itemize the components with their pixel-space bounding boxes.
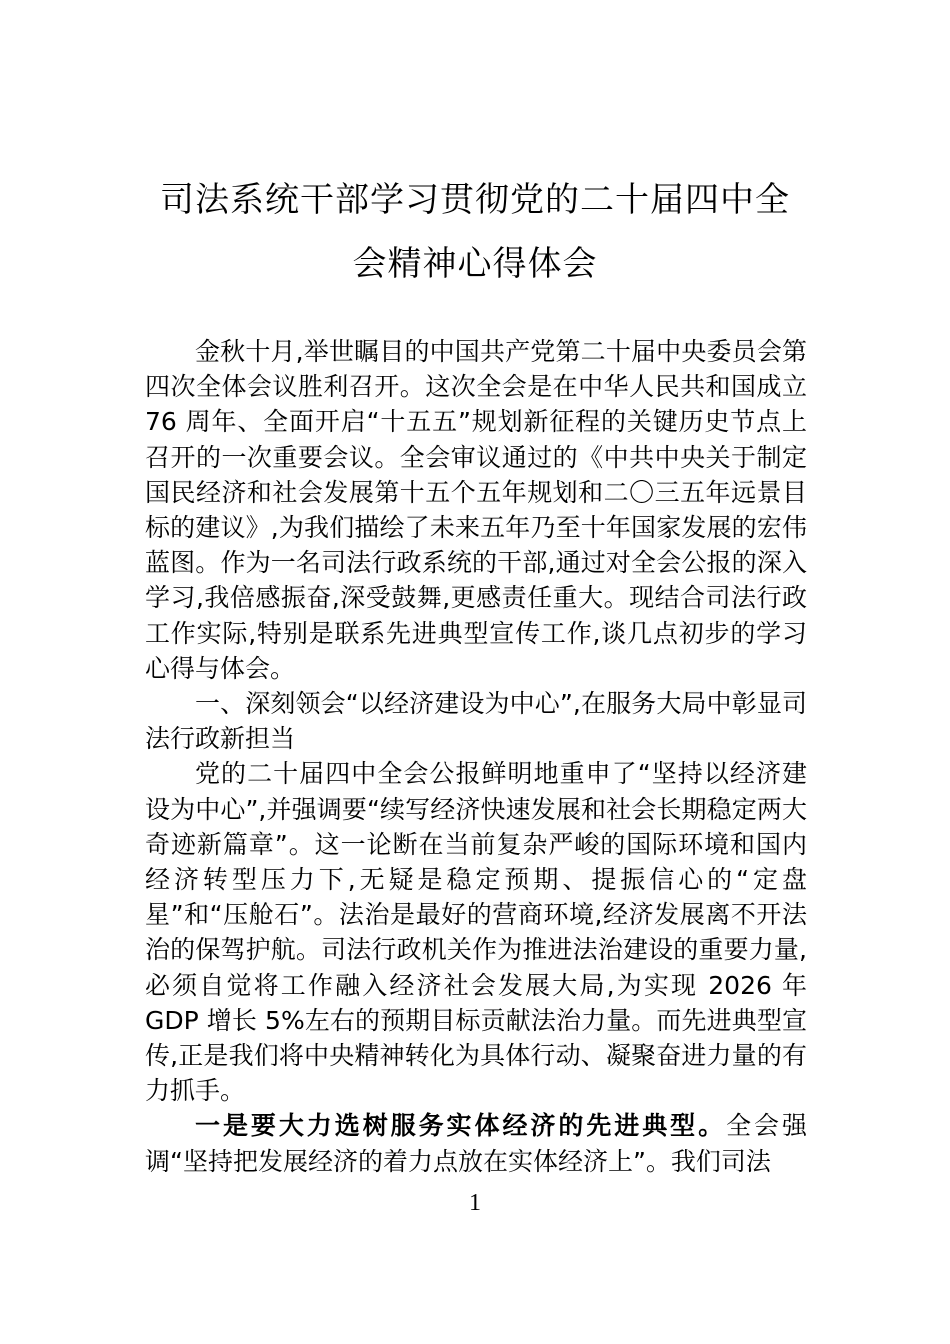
body-paragraph: 党的二十届四中全会公报鲜明地重申了“坚持以经济建设为中心”,并强调要“续写经济快速发展和社会长期稳定两大奇迹新篇章”。这一论断在当前复杂严峻的国际环境和国内经济转型压力下,无疑是稳定预期、提振信心的“定盘星”和“压舱石”。法治是最好的营商环境,经济发展离不开法治的保驾护航。司法行政机关作为推进法治建设的重要力量,必须自觉将工作融入经济社会发展大局,为实现 2026 年 GDP 增长 5%左右的预期目标贡献法治力量。而先进典型宣传,正是我们将中央精神转化为具体行动、凝聚奋进力量的有力抓手。 <box>145 759 807 1106</box>
document-title: 司法系统干部学习贯彻党的二十届四中全会精神心得体会 <box>160 180 790 284</box>
intro-paragraph: 金秋十月,举世瞩目的中国共产党第二十届中央委员会第四次全体会议胜利召开。这次全会是在中华人民共和国成立 76 周年、全面开启“十五五”规划新征程的关键历史节点上召开的一次重要会议。全会审议通过的《中共中央关于制定国民经济和社会发展第十五个五年规划和二〇三五年远景目标的建议》,为我们描绘了未来五年乃至十年国家发展的宏伟蓝图。作为一名司法行政系统的干部,通过对全会公报的深入学习,我倍感振奋,深受鼓舞,更感责任重大。现结合司法行政工作实际,特别是联系先进典型宣传工作,谈几点初步的学习心得与体会。 <box>145 337 807 683</box>
page-number: 1 <box>469 1190 481 1216</box>
paragraph-continuation: 全会强调“坚持把发展经济的着力点放在实体经济上”。我们司法 <box>145 1111 807 1176</box>
bold-lead-sentence: 一是要大力选树服务实体经济的先进典型。 <box>195 1111 727 1141</box>
body-paragraph-with-lead <box>145 1108 807 1178</box>
section-heading: 一、深刻领会“以经济建设为中心”,在服务大局中彰显司法行政新担当 <box>145 689 807 754</box>
document-body <box>145 334 807 1179</box>
